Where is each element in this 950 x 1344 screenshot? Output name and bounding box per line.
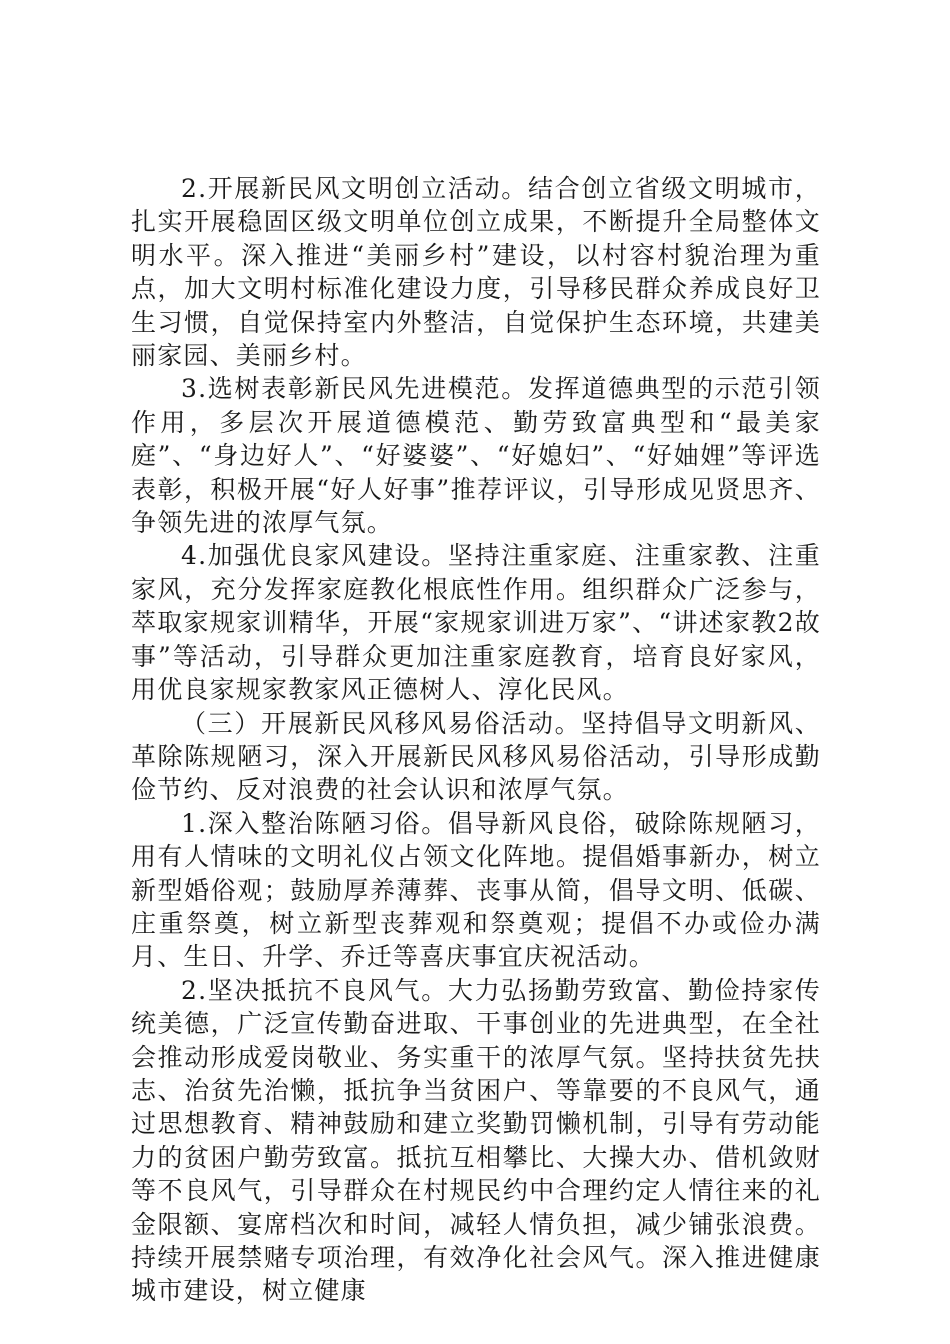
paragraph-old-customs: 1.深入整治陈陋习俗。倡导新风良俗，破除陈规陋习，用有人情味的文明礼仪占领文化阵地。提倡婚事新办，树立新型婚俗观；鼓励厚养薄葬、丧事从简，倡导文明、低碳、庄重祭奠，树立新型丧葬观和祭奠观；提倡不办或俭办满月、生日、升学、乔迁等喜庆事宜庆祝活动。 (131, 808, 821, 972)
paragraph-family-tradition: 4.加强优良家风建设。坚持注重家庭、注重家教、注重家风，充分发挥家庭教化根底性作用。组织群众广泛参与，萃取家规家训精华，开展“家规家训进万家”、“讲述家教2故事”等活动，引导群众更加注重家庭教育，培育良好家风，用优良家规家教家风正德树人、淳化民风。 (131, 541, 821, 705)
paragraph-section-three: （三）开展新民风移风易俗活动。坚持倡导文明新风、革除陈规陋习，深入开展新民风移风易俗活动，引导形成勤俭节约、反对浪费的社会认识和浓厚气氛。 (131, 708, 821, 805)
paragraph-bad-practices: 2.坚决抵抗不良风气。大力弘扬勤劳致富、勤俭持家传统美德，广泛宣传勤奋进取、干事创业的先进典型，在全社会推动形成爱岗敬业、务实重干的浓厚气氛。坚持扶贫先扶志、治贫先治懒，抵抗争当贫困户、等靠要的不良风气，通过思想教育、精神鼓励和建立奖勤罚懒机制，引导有劳动能力的贫困户勤劳致富。抵抗互相攀比、大操大办、借机敛财等不良风气，引导群众在村规民约中合理约定人情往来的礼金限额、宴席档次和时间，减轻人情负担，减少铺张浪费。持续开展禁赌专项治理，有效净化社会风气。深入推进健康城市建设，树立健康 (131, 975, 821, 1306)
paragraph-civilization-campaign: 2.开展新民风文明创立活动。结合创立省级文明城市，扎实开展稳固区级文明单位创立成果，不断提升全局整体文明水平。深入推进“美丽乡村”建设，以村容村貌治理为重点，加大文明村标准化建设力度，引导移民群众养成良好卫生习惯，自觉保持室内外整洁，自觉保护生态环境，共建美丽家园、美丽乡村。 (131, 174, 821, 371)
paragraph-model-selection: 3.选树表彰新民风先进模范。发挥道德典型的示范引领作用，多层次开展道德模范、勤劳致富典型和“最美家庭”、“身边好人”、“好婆婆”、“好媳妇”、“好妯娌”等评选表彰，积极开展“好人好事”推荐评议，引导形成见贤思齐、争领先进的浓厚气氛。 (131, 374, 821, 538)
document-body (131, 172, 821, 1308)
